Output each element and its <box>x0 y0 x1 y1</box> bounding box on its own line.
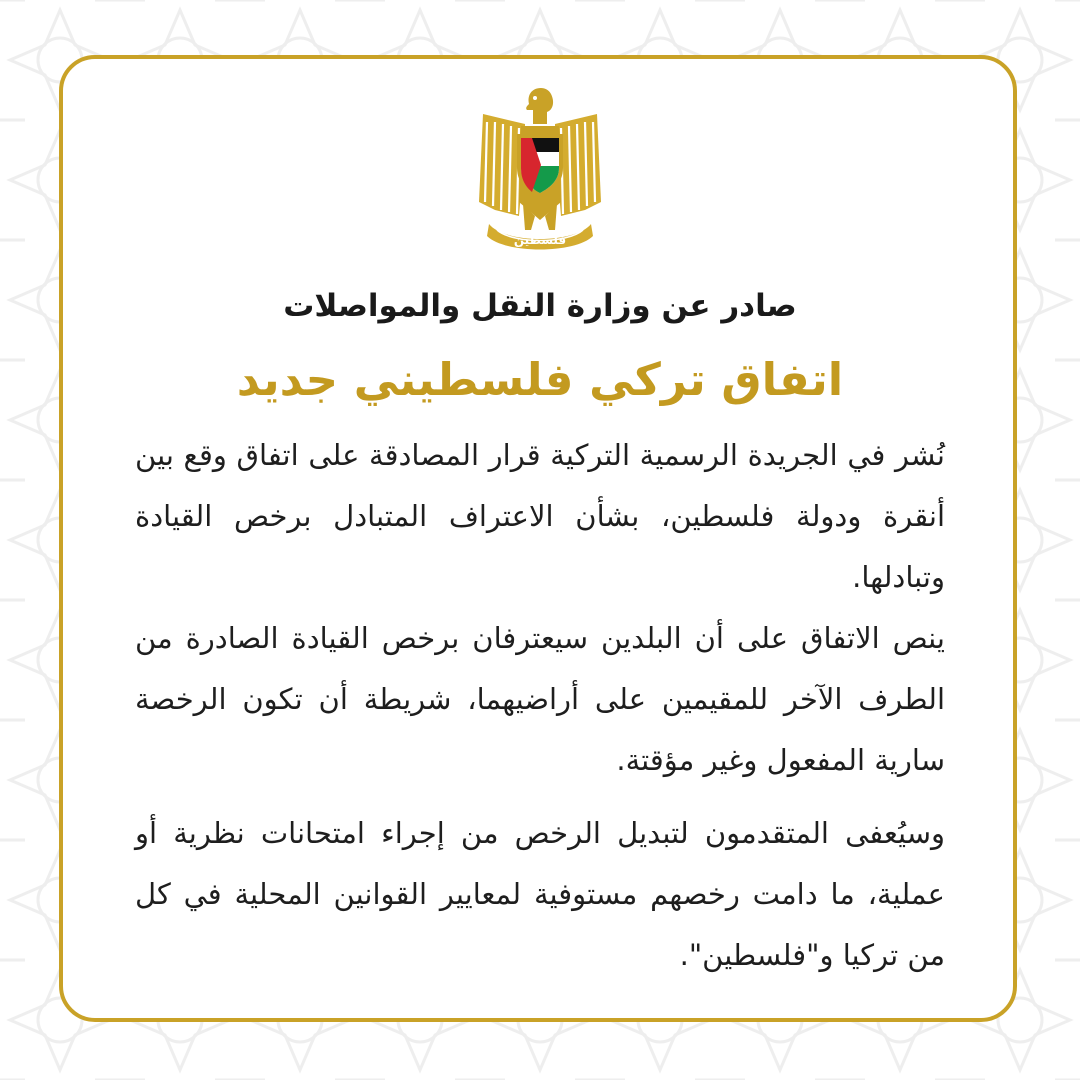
announcement-body <box>135 425 945 986</box>
body-paragraph: ينص الاتفاق على أن البلدين سيعترفان برخص القيادة الصادرة من الطرف الآخر للمقيمين على أراضيهما، شريطة أن تكون الرخصة سارية المفعول وغير مؤقتة. <box>135 621 945 777</box>
emblem-inscription: فلسطين <box>513 233 567 247</box>
announcement-headline: اتفاق تركي فلسطيني جديد <box>236 353 844 406</box>
body-paragraph: نُشر في الجريدة الرسمية التركية قرار المصادقة على اتفاق وقع بين أنقرة ودولة فلسطين، بشأن الاعتراف المتبادل برخص القيادة وتبادلها. <box>135 438 945 594</box>
ministry-subtitle: صادر عن وزارة النقل والمواصلات <box>283 288 797 324</box>
body-paragraph: وسيُعفى المتقدمون لتبديل الرخص من إجراء امتحانات نظرية أو عملية، ما دامت رخصهم مستوفية لمعايير القوانين المحلية في كل من تركيا و"فلسطين". <box>135 816 945 972</box>
palestine-eagle-emblem-icon <box>475 84 605 254</box>
